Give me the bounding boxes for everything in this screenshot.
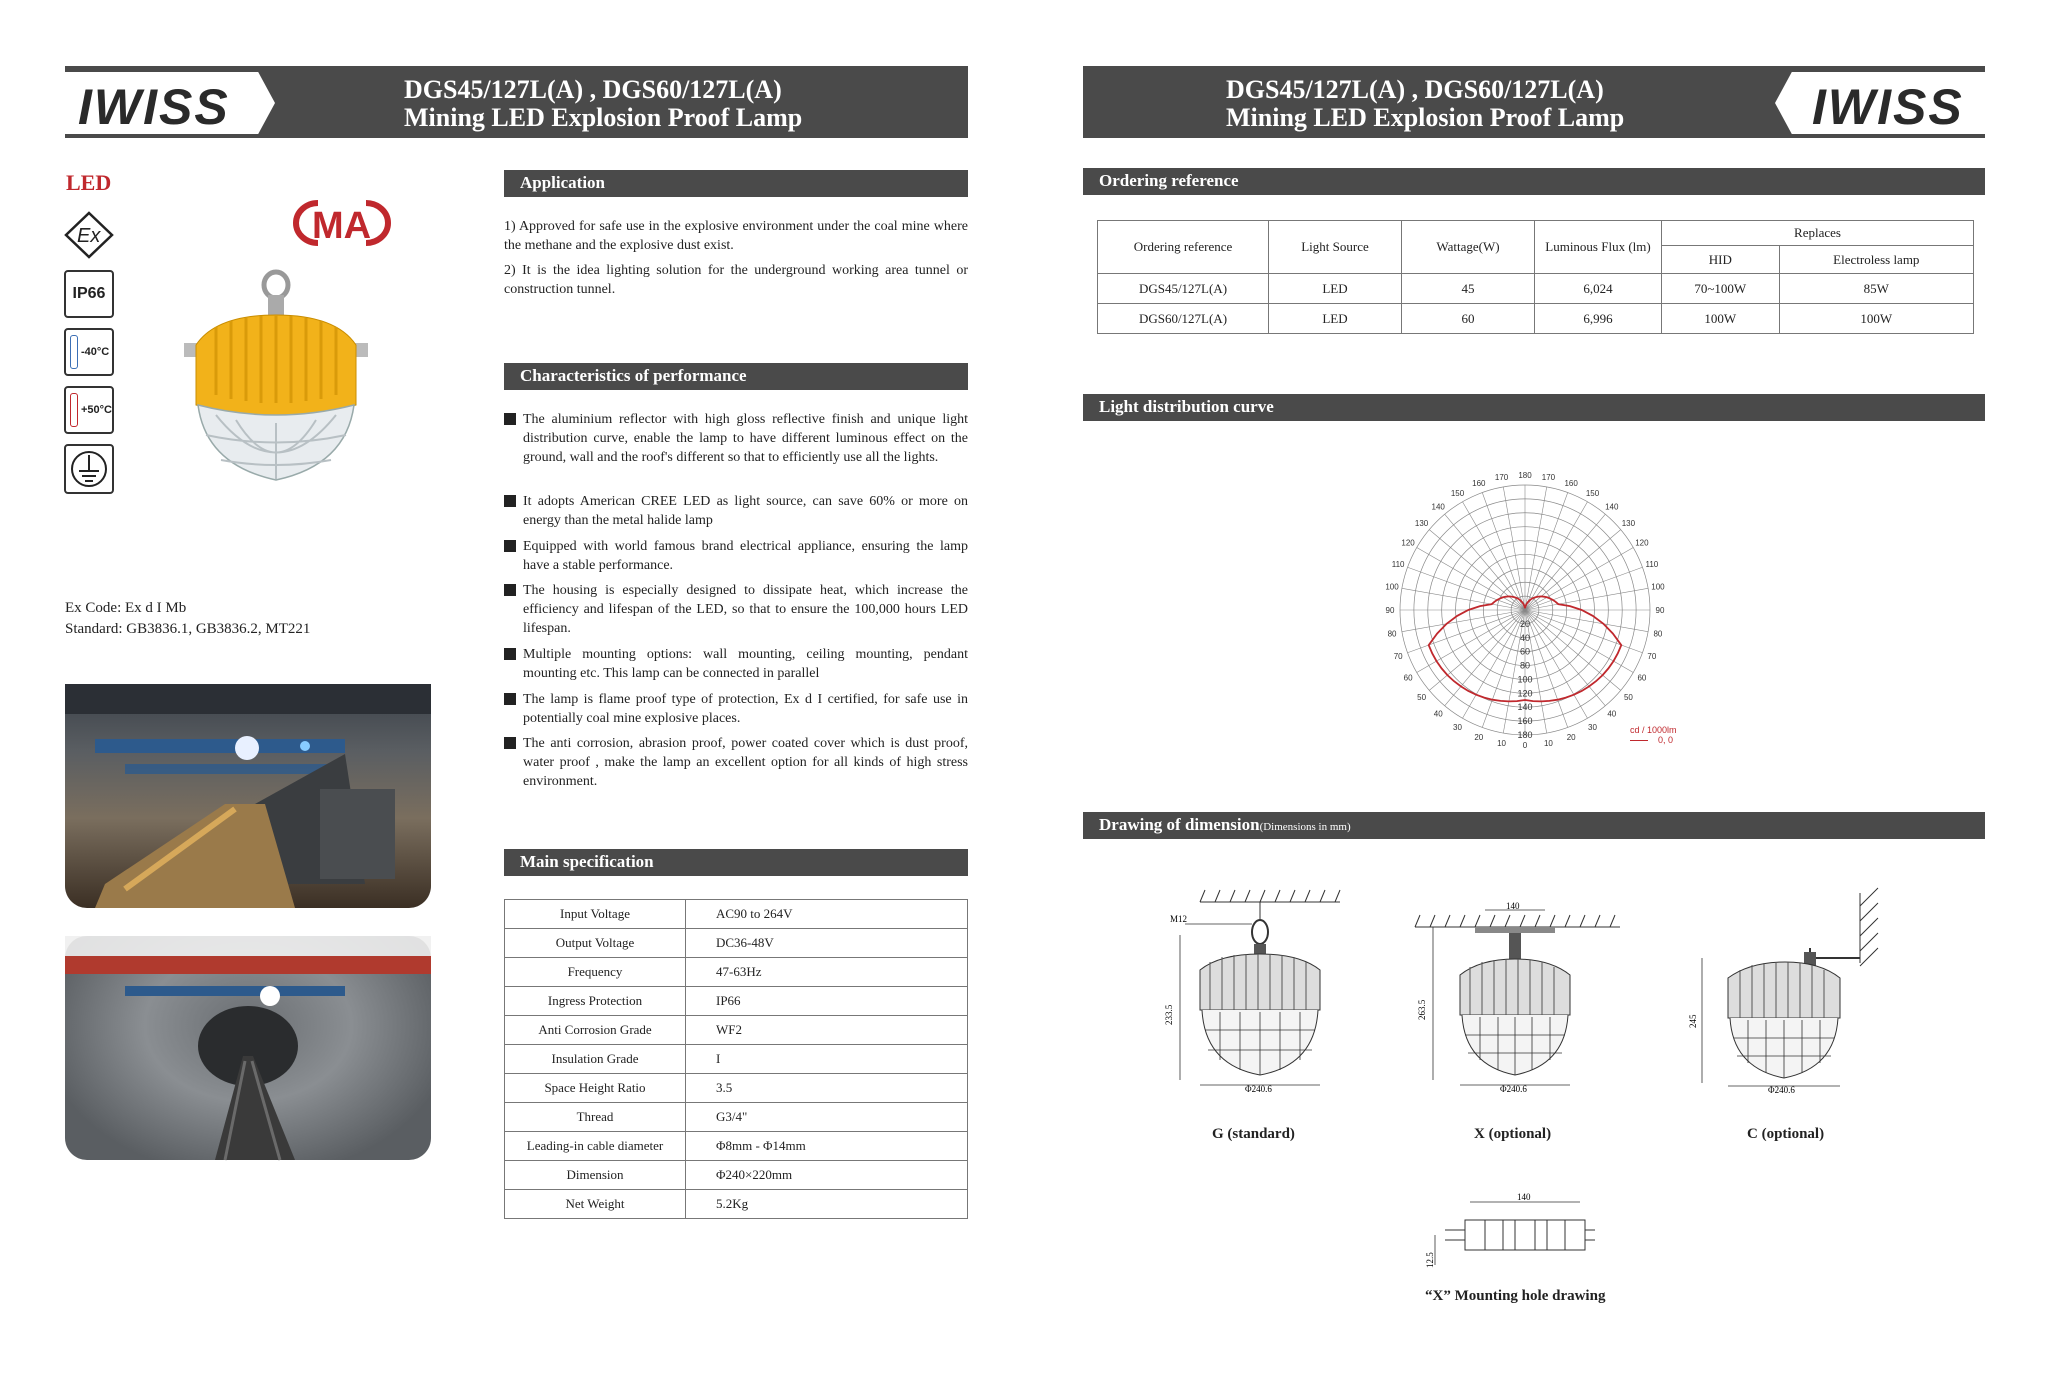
- ordering-cell: LED: [1269, 304, 1402, 334]
- polar-radial-label: 120: [1517, 688, 1533, 699]
- spec-key: Output Voltage: [505, 929, 686, 958]
- mount-height: 12.5: [1425, 1252, 1435, 1268]
- polar-radial-label: 180: [1517, 730, 1533, 740]
- spec-row: [505, 1074, 968, 1103]
- spec-key: Frequency: [505, 958, 686, 987]
- thermometer-icon: [70, 393, 78, 427]
- spec-value: 3.5: [686, 1074, 968, 1103]
- top-x: 140: [1506, 901, 1520, 911]
- polar-angle-label: 140: [1605, 502, 1619, 512]
- width-g: Φ240.6: [1245, 1084, 1272, 1094]
- polar-angle-label: 20: [1566, 732, 1576, 742]
- spec-row: [505, 1161, 968, 1190]
- bullet-square: [504, 648, 516, 660]
- application-item-2: 2) It is the idea lighting solution for the underground working area tunnel or construction tunnel.: [504, 263, 968, 297]
- ordering-cell: DGS45/127L(A): [1098, 274, 1269, 304]
- height-c: 245: [1688, 1014, 1698, 1028]
- polar-angle-label: 150: [1585, 489, 1600, 499]
- spec-value: Φ240×220mm: [686, 1161, 968, 1190]
- characteristic-text: It adopts American CREE LED as light source, can save 60% or more on energy than the metal halide lamp: [523, 494, 968, 528]
- title-models: DGS45/127L(A) , DGS60/127L(A): [404, 75, 782, 104]
- polar-radial-label: 80: [1519, 660, 1531, 671]
- col-wattage: Wattage(W): [1402, 221, 1535, 274]
- temp-high-badge: [64, 386, 114, 434]
- legend-series: [1630, 735, 1677, 745]
- tunnel-photo-1: [65, 684, 431, 908]
- polar-angle-label: 130: [1414, 519, 1429, 529]
- spec-key: Thread: [505, 1103, 686, 1132]
- ex-code: Ex Code: Ex d I Mb: [65, 600, 187, 616]
- characteristic-item: [504, 581, 968, 638]
- ground-icon: [64, 444, 114, 494]
- ordering-cell: 100W: [1662, 304, 1780, 334]
- title-product: Mining LED Explosion Proof Lamp: [404, 103, 803, 132]
- application-heading: Application: [504, 170, 968, 197]
- spec-key: Space Height Ratio: [505, 1074, 686, 1103]
- brand-logo-left: IWISS: [78, 79, 230, 135]
- spec-value: G3/4": [686, 1103, 968, 1132]
- polar-legend: [1630, 725, 1677, 745]
- polar-angle-label: 70: [1393, 652, 1403, 662]
- legend-unit: cd / 1000lm: [1630, 725, 1677, 735]
- brand-logo-right: IWISS: [1812, 79, 1964, 135]
- polar-angle-label: 90: [1385, 606, 1395, 615]
- spec-key: Input Voltage: [505, 900, 686, 929]
- spec-row: [505, 900, 968, 929]
- ordering-table: [1097, 220, 1974, 334]
- spec-value: WF2: [686, 1016, 968, 1045]
- polar-angle-label: 40: [1433, 709, 1443, 719]
- spec-row: [505, 1103, 968, 1132]
- col-luminous-flux: Luminous Flux (lm): [1535, 221, 1662, 274]
- characteristic-text: The housing is especially designed to dissipate heat, which increase the efficiency and lifespan of the LED, so that to ensure the 100,000 hours LED lifespan.: [523, 583, 968, 636]
- ordering-cell: 6,024: [1535, 274, 1662, 304]
- col-electroless: Electroless lamp: [1779, 246, 1973, 274]
- temp-low-text: -40°C: [81, 346, 110, 358]
- title-product: Mining LED Explosion Proof Lamp: [1226, 103, 1625, 132]
- spec-row: [505, 929, 968, 958]
- polar-angle-label: 160: [1472, 479, 1486, 489]
- ex-cert-icon: [63, 210, 115, 260]
- characteristic-text: The anti corrosion, abrasion proof, power coated cover which is dust proof, water proof , make the lamp an excellent option for all kinds of high stress environment.: [523, 736, 968, 789]
- polar-angle-label: 90: [1655, 606, 1665, 615]
- dimension-view-c: [1690, 888, 1890, 1103]
- polar-radial-label: 20: [1519, 618, 1531, 629]
- polar-angle-label: 100: [1385, 582, 1399, 592]
- polar-radial-label: 160: [1517, 716, 1533, 727]
- spec-value: 5.2Kg: [686, 1190, 968, 1219]
- polar-chart: [1380, 470, 1680, 760]
- svg-text:Ex: Ex: [77, 225, 101, 247]
- legend-line: [1630, 740, 1648, 741]
- spec-row: [505, 1045, 968, 1074]
- led-label: LED: [66, 170, 112, 195]
- ma-cert-mark: [296, 198, 388, 248]
- dimension-view-x: [1405, 901, 1620, 1105]
- ordering-cell: 100W: [1779, 304, 1973, 334]
- product-lamp-image: [176, 265, 376, 495]
- spec-value: AC90 to 264V: [686, 900, 968, 929]
- characteristic-text: The lamp is flame proof type of protection, Ex d I certified, for safe use in potentially coal mine explosive places.: [523, 692, 968, 726]
- spec-value: I: [686, 1045, 968, 1074]
- bullet-square: [504, 737, 516, 749]
- bullet-square: [504, 495, 516, 507]
- polar-angle-label: 110: [1391, 559, 1405, 569]
- ordering-cell: DGS60/127L(A): [1098, 304, 1269, 334]
- legend-series-label: 0, 0: [1658, 735, 1674, 745]
- light-curve-heading: Light distribution curve: [1083, 394, 1985, 421]
- spec-value: 47-63Hz: [686, 958, 968, 987]
- dimension-view-g: [1150, 890, 1340, 1105]
- characteristic-item: [504, 492, 968, 530]
- caption-c: C (optional): [1747, 1126, 1825, 1142]
- dimension-note: (Dimensions in mm): [1259, 821, 1351, 833]
- characteristic-item: [504, 645, 968, 683]
- bullet-square: [504, 584, 516, 596]
- polar-angle-label: 10: [1497, 738, 1507, 748]
- standard: Standard: GB3836.1, GB3836.2, MT221: [65, 621, 311, 637]
- caption-x: X (optional): [1474, 1126, 1552, 1142]
- polar-angle-label: 170: [1494, 473, 1509, 483]
- ordering-row: [1098, 304, 1974, 334]
- spec-value: Φ8mm - Φ14mm: [686, 1132, 968, 1161]
- bullet-square: [504, 540, 516, 552]
- characteristic-item: [504, 410, 968, 467]
- main-spec-table: [504, 899, 968, 1219]
- application-item-1: 1) Approved for safe use in the explosive environment under the coal mine where the methane and the explosive dust exist.: [504, 219, 968, 253]
- polar-radial-label: 140: [1517, 702, 1533, 713]
- polar-angle-label: 10: [1543, 738, 1553, 748]
- dimension-heading: [1083, 812, 1985, 839]
- tunnel-photo-2: [65, 936, 431, 1160]
- spec-row: [505, 987, 968, 1016]
- characteristic-text: The aluminium reflector with high gloss reflective finish and unique light distribution curve, enable the lamp to have different luminous effect on the ground, wall and the roof's different so that to efficiently use all the lights.: [523, 412, 968, 465]
- characteristic-text: Multiple mounting options: wall mounting, ceiling mounting, pendant mounting etc. This lamp can be connected in parallel: [523, 647, 968, 681]
- polar-angle-label: 20: [1474, 732, 1484, 742]
- characteristic-item: [504, 690, 968, 728]
- polar-angle-label: 160: [1564, 479, 1578, 489]
- spec-key: Net Weight: [505, 1190, 686, 1219]
- col-replaces: Replaces: [1662, 221, 1974, 246]
- polar-angle-label: 30: [1453, 722, 1462, 732]
- width-x: Φ240.6: [1500, 1084, 1527, 1094]
- bullet-square: [504, 693, 516, 705]
- spec-row: [505, 1132, 968, 1161]
- spec-key: Anti Corrosion Grade: [505, 1016, 686, 1045]
- characteristics-heading: Characteristics of performance: [504, 363, 968, 390]
- temp-high-text: +50°C: [80, 404, 112, 416]
- polar-radial-label: 40: [1519, 632, 1531, 643]
- polar-angle-label: 150: [1450, 489, 1465, 499]
- ordering-cell: 45: [1402, 274, 1535, 304]
- ordering-cell: 70~100W: [1662, 274, 1780, 304]
- polar-angle-label: 70: [1647, 652, 1657, 662]
- spec-key: Insulation Grade: [505, 1045, 686, 1074]
- mount-width: 140: [1517, 1192, 1531, 1202]
- polar-angle-label: 40: [1607, 709, 1617, 719]
- caption-mount: “X” Mounting hole drawing: [1425, 1288, 1606, 1304]
- col-hid: HID: [1662, 246, 1780, 274]
- polar-radial-label: 60: [1519, 646, 1531, 657]
- polar-angle-label: 100: [1651, 582, 1665, 592]
- polar-radial-label: 100: [1517, 674, 1533, 685]
- spec-row: [505, 1016, 968, 1045]
- polar-angle-label: 120: [1635, 538, 1649, 548]
- characteristic-item: [504, 537, 968, 575]
- ordering-body: [1098, 274, 1974, 334]
- height-x: 263.5: [1417, 999, 1427, 1020]
- ordering-cell: 85W: [1779, 274, 1973, 304]
- ordering-cell: 60: [1402, 304, 1535, 334]
- ip66-badge: IP66: [64, 270, 114, 318]
- main-spec-heading: Main specification: [504, 849, 968, 876]
- col-light-source: Light Source: [1269, 221, 1402, 274]
- spec-value: DC36-48V: [686, 929, 968, 958]
- mounting-hole-drawing: [1425, 1190, 1615, 1270]
- polar-angle-label: 30: [1588, 722, 1597, 732]
- characteristic-item: [504, 734, 968, 791]
- caption-g: G (standard): [1212, 1126, 1295, 1142]
- spec-row: [505, 958, 968, 987]
- spec-key: Leading-in cable diameter: [505, 1132, 686, 1161]
- width-c: Φ240.6: [1768, 1085, 1795, 1095]
- polar-angle-label: 60: [1637, 673, 1647, 683]
- spec-row: [505, 1190, 968, 1219]
- ordering-row: [1098, 274, 1974, 304]
- polar-chart-svg: [1380, 470, 1680, 760]
- polar-angle-label: 0: [1522, 741, 1528, 750]
- polar-angle-label: 170: [1541, 473, 1556, 483]
- ordering-heading: Ordering reference: [1083, 168, 1985, 195]
- height-g: 233.5: [1164, 1004, 1174, 1025]
- temp-low-badge: [64, 328, 114, 376]
- polar-angle-label: 180: [1518, 471, 1532, 480]
- polar-angle-label: 130: [1621, 519, 1636, 529]
- thermometer-icon: [70, 335, 78, 369]
- polar-angle-label: 80: [1387, 629, 1397, 639]
- ma-text: MA: [312, 205, 372, 247]
- polar-angle-label: 140: [1431, 502, 1445, 512]
- bullet-square: [504, 413, 516, 425]
- spec-value: IP66: [686, 987, 968, 1016]
- thread-label: M12: [1170, 914, 1188, 924]
- polar-angle-label: 60: [1403, 673, 1413, 683]
- dimension-title: Drawing of dimension: [1099, 815, 1260, 834]
- characteristic-text: Equipped with world famous brand electrical appliance, ensuring the lamp have a stable performance.: [523, 539, 968, 573]
- col-ordering-ref: Ordering reference: [1098, 221, 1269, 274]
- title-models: DGS45/127L(A) , DGS60/127L(A): [1226, 75, 1604, 104]
- polar-angle-label: 120: [1401, 538, 1415, 548]
- spec-key: Ingress Protection: [505, 987, 686, 1016]
- ordering-cell: 6,996: [1535, 304, 1662, 334]
- polar-angle-label: 50: [1623, 692, 1633, 702]
- polar-angle-label: 110: [1645, 559, 1659, 569]
- polar-angle-label: 50: [1417, 692, 1427, 702]
- ordering-cell: LED: [1269, 274, 1402, 304]
- polar-angle-label: 80: [1653, 629, 1663, 639]
- spec-key: Dimension: [505, 1161, 686, 1190]
- main-spec-body: [505, 900, 968, 1219]
